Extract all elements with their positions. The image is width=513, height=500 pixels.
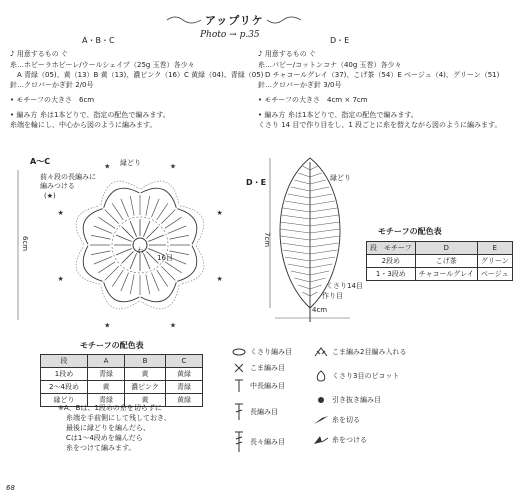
- legend-label: 糸を切る: [332, 415, 360, 424]
- dim-width-de: 4cm: [312, 306, 328, 314]
- stitch-mark: [94, 226, 112, 234]
- legend-item: [228, 346, 292, 358]
- stitch-mark: [116, 235, 132, 242]
- stitch-mark: [288, 264, 310, 268]
- stitch-mark: [310, 285, 322, 289]
- half-double-icon: [228, 380, 250, 392]
- table-header-cell: C: [166, 355, 203, 368]
- stitch-mark: [310, 292, 317, 296]
- cut-yarn-icon: [310, 414, 332, 426]
- stitch-mark: [310, 264, 332, 268]
- stitch-mark: [283, 250, 310, 254]
- stitch-mark: [130, 274, 134, 294]
- stitch-mark: [281, 243, 310, 247]
- table-note-line: 糸をつけて編みます。: [66, 444, 136, 452]
- table-row: [41, 381, 203, 394]
- table-note-line: Cは1〜4段めを編んだら: [66, 434, 143, 442]
- materials-heading-abc: A・B・C: [82, 36, 115, 45]
- table-cell: 黄: [88, 381, 125, 394]
- materials-sub-de: ♪ 用意するもの ぐ: [258, 50, 316, 58]
- stitch-mark: [98, 262, 115, 273]
- method-title-abc: • 編み方: [10, 111, 38, 119]
- materials-line: 針…クロバーかぎ針 2/0号: [10, 81, 94, 89]
- petal-outline: [177, 209, 197, 245]
- legend-item: [228, 362, 285, 374]
- stitch-mark: [310, 208, 337, 212]
- page-number: 68: [6, 484, 15, 492]
- legend-label: 糸をつける: [332, 435, 367, 444]
- treble-crochet-icon: [228, 436, 250, 448]
- table-note-line: ※A、Bは、1段めの糸を切らずに: [58, 404, 162, 412]
- legend-item: [310, 370, 399, 382]
- method-line: 糸は1本どりで、指定の配色で編みます。: [40, 111, 170, 119]
- table-cell: 1段め: [41, 368, 88, 381]
- stitch-mark: [168, 226, 186, 234]
- stitch-mark: [148, 235, 164, 242]
- method-line: 糸端を輪にし、中心から図のように編みます。: [10, 121, 157, 129]
- table-cell: こげ茶: [415, 255, 477, 268]
- table-cell: ベージュ: [477, 268, 512, 281]
- stitch-mark: [105, 266, 119, 280]
- slip-stitch-icon: [310, 394, 332, 406]
- stitch-mark: [91, 235, 111, 239]
- legend-item: [310, 394, 381, 406]
- table-cell: チャコールグレイ: [415, 268, 477, 281]
- flower-chart: [0, 150, 250, 340]
- table-note-line: 糸端を手前側にして残しておき、: [66, 414, 171, 422]
- petal-edge: [180, 206, 204, 244]
- materials-line: D チャコールグレイ（37)、こげ茶（54）E ベージュ（4)、グリーン（51): [258, 71, 500, 79]
- stitch-mark: [130, 253, 137, 269]
- legend-label: 長々編み目: [250, 437, 285, 446]
- stitch-mark: [310, 257, 335, 261]
- table-header-row: [41, 355, 203, 368]
- table-cell: 濃ピンク: [125, 381, 166, 394]
- stitch-mark: [310, 180, 326, 184]
- petal-edge: [141, 285, 179, 309]
- materials-sub-abc: ♪ 用意するもの ぐ: [10, 50, 68, 58]
- stitch-mark: [285, 201, 310, 205]
- stitch-mark: [157, 203, 168, 220]
- table-header-cell: 段: [41, 355, 88, 368]
- star-marker: ★: [104, 321, 111, 330]
- stitch-mark: [121, 199, 129, 217]
- stitch-mark: [298, 285, 310, 289]
- stitch-mark: [285, 257, 310, 261]
- stitch-mark: [310, 229, 340, 233]
- legend-label: くさり編み目: [250, 347, 292, 356]
- stitch-mark: [291, 271, 310, 275]
- color-table-title-de: モチーフの配色表: [378, 227, 442, 236]
- table-cell: 黄緑: [166, 394, 203, 407]
- stitch-mark: [122, 227, 134, 239]
- materials-heading-de: D・E: [330, 36, 350, 45]
- materials-line: A 青緑（05)、黄（13）B 黄（13)、濃ピンク（16）C 黄緑（04)、青緑（05): [10, 71, 264, 79]
- legend-item: [310, 346, 406, 358]
- legend-label: 引き抜き編み目: [332, 395, 381, 404]
- stitch-mark: [105, 210, 119, 224]
- dim-height-de: 7cm: [263, 232, 271, 248]
- diagram-abc: [0, 150, 250, 340]
- petal-outline: [104, 188, 140, 208]
- stitch-mark: [280, 222, 310, 226]
- stitch-mark: [281, 215, 310, 219]
- ring-label-abc: わ: [137, 247, 144, 255]
- stitch-mark: [146, 227, 158, 239]
- petal-edge: [180, 246, 204, 284]
- table-cell: グリーン: [477, 255, 512, 268]
- table-cell: 青緑: [88, 394, 125, 407]
- stitch-mark: [283, 208, 310, 212]
- materials-line: 糸…パピー/コットンコナ（40g 玉巻）各少々: [258, 61, 402, 69]
- petal-edge: [101, 181, 139, 205]
- petal-edge: [76, 206, 100, 244]
- table-cell: 黄緑: [166, 368, 203, 381]
- stitch-mark: [143, 253, 150, 269]
- table-header-cell: 段 モチーフ: [367, 242, 416, 255]
- petal-edge: [141, 181, 179, 205]
- stitch-mark: [94, 256, 112, 264]
- color-table-title-abc: モチーフの配色表: [80, 341, 144, 350]
- stitch-mark: [169, 235, 189, 239]
- stitch-mark: [310, 278, 326, 282]
- dim-label-abc: 6cm: [21, 236, 29, 252]
- stitch-mark: [288, 194, 310, 198]
- petal-outline: [177, 246, 197, 282]
- petal-outline: [141, 282, 177, 302]
- stitch-mark: [151, 273, 159, 291]
- color-table-de: [366, 241, 513, 281]
- stitch-mark: [310, 222, 340, 226]
- stitch-mark: [161, 266, 175, 280]
- petal-edge: [101, 285, 139, 309]
- stitch-mark: [280, 236, 310, 240]
- petal-outline: [104, 282, 140, 302]
- petal-outline: [83, 246, 103, 282]
- legend-label: 長編み目: [250, 407, 278, 416]
- table-cell: 2段め: [367, 255, 416, 268]
- legend-item: [228, 436, 285, 448]
- stitch-mark: [116, 248, 132, 255]
- legend-item: [310, 434, 367, 446]
- stitch-mark: [151, 199, 159, 217]
- method-line: 糸は1本どりで、指定の配色で編みます。: [288, 111, 418, 119]
- legend-label: こま編み2目編み入れる: [332, 347, 407, 356]
- stitch-mark: [310, 243, 339, 247]
- stitch-mark: [310, 250, 337, 254]
- chain-stitch-icon: [228, 346, 250, 358]
- stitch-mark: [143, 221, 150, 237]
- double-crochet-icon: [228, 406, 250, 418]
- diagram-label-de: D・E: [246, 178, 267, 187]
- stitch-mark: [146, 274, 150, 294]
- stitch-mark: [310, 194, 332, 198]
- star-marker: ★: [57, 274, 64, 283]
- table-row: [367, 268, 513, 281]
- legend-label: くさり3目のピコット: [332, 371, 400, 380]
- method-line: くさり 14 目で作り目をし、1 段ごとに糸を替えながら図のように編みます。: [258, 121, 502, 129]
- table-cell: 黄: [125, 368, 166, 381]
- stitch-mark: [280, 229, 310, 233]
- diagram-label-abc: A〜C: [30, 157, 51, 166]
- stitch-mark: [98, 217, 115, 228]
- stitch-mark: [165, 262, 182, 273]
- start-chain2-de: 作り目: [322, 292, 343, 300]
- star-marker: ★: [169, 162, 177, 171]
- stitch-mark: [303, 292, 310, 296]
- table-cell: 青緑: [88, 368, 125, 381]
- stitch-mark: [298, 173, 310, 177]
- star-marker: ★: [57, 209, 64, 218]
- legend-item: [310, 414, 360, 426]
- legend-label: こま編み目: [250, 363, 285, 372]
- join-yarn-icon: [310, 434, 332, 446]
- picot-icon: [310, 370, 332, 382]
- page-title: アップリケ: [205, 14, 264, 27]
- single-crochet-icon: [228, 362, 250, 374]
- table-cell: 黄: [125, 394, 166, 407]
- stitch-mark: [291, 187, 310, 191]
- color-table-abc: [40, 354, 203, 407]
- stitch-mark: [157, 270, 168, 287]
- materials-line: 糸…ホビーラホビーレ/ウールシェイプ（25g 玉巻）各少々: [10, 61, 195, 69]
- stitch-mark: [310, 173, 322, 177]
- stitch-mark: [130, 221, 137, 237]
- stitch-mark: [91, 251, 111, 255]
- star-marker: ★: [104, 162, 111, 171]
- materials-line: 針…クロバーかぎ針 3/0号: [258, 81, 342, 89]
- table-row: [367, 255, 513, 268]
- stitch-mark: [161, 210, 175, 224]
- stitch-mark: [294, 278, 310, 282]
- header-right-deco: [265, 12, 305, 31]
- header-left-deco: [165, 12, 205, 31]
- legend-label: 中長編み目: [250, 381, 285, 390]
- stitch-mark: [122, 251, 134, 263]
- row-label-abc: 16目: [157, 254, 173, 262]
- stitch-mark: [310, 166, 317, 170]
- stitch-mark: [121, 273, 129, 291]
- method-title-de: • 編み方: [258, 111, 286, 119]
- stitch-mark: [294, 180, 310, 184]
- motif-size-abc: • モチーフの大きさ 6cm: [10, 96, 95, 104]
- table-header-cell: B: [125, 355, 166, 368]
- stitch-mark: [303, 166, 310, 170]
- table-note-line: 最後に縁どりを編んだら、: [66, 424, 150, 432]
- table-header-cell: E: [477, 242, 512, 255]
- stitch-mark: [112, 203, 123, 220]
- table-cell: 1・3段め: [367, 268, 416, 281]
- petal-outline: [83, 209, 103, 245]
- stitch-mark: [112, 270, 123, 287]
- table-cell: 青緑: [166, 381, 203, 394]
- star-marker: ★: [169, 321, 177, 330]
- petal-edge: [76, 246, 100, 284]
- table-cell: 2〜4段め: [41, 381, 88, 394]
- legend-item: [228, 380, 285, 392]
- star-mark-abc: (★): [44, 192, 56, 200]
- note-front2-abc: 編みつける: [40, 182, 75, 190]
- table-header-cell: D: [415, 242, 477, 255]
- photo-reference: Photo → p.35: [200, 30, 260, 40]
- increase-stitch-icon: [310, 346, 332, 358]
- note-edge-abc: 縁どり: [120, 159, 141, 167]
- stitch-mark: [310, 201, 335, 205]
- table-cell: 縁どり: [41, 394, 88, 407]
- stitch-mark: [146, 196, 150, 216]
- stitch-mark: [165, 217, 182, 228]
- legend-item: [228, 406, 278, 418]
- stitch-mark: [310, 215, 339, 219]
- table-row: [41, 368, 203, 381]
- stitch-mark: [310, 187, 329, 191]
- table-header-row: [367, 242, 513, 255]
- motif-size-de: • モチーフの大きさ 4cm × 7cm: [258, 96, 368, 104]
- stitch-mark: [310, 236, 340, 240]
- stitch-mark: [310, 271, 329, 275]
- start-chain-de: くさり14目: [326, 282, 363, 290]
- star-marker: ★: [216, 274, 223, 283]
- petal-outline: [141, 188, 177, 208]
- stitch-mark: [130, 196, 134, 216]
- note-edge-de: 縁どり: [330, 174, 351, 182]
- note-front-abc: 前々段の長編みに: [40, 173, 96, 181]
- star-marker: ★: [216, 209, 223, 218]
- table-header-cell: A: [88, 355, 125, 368]
